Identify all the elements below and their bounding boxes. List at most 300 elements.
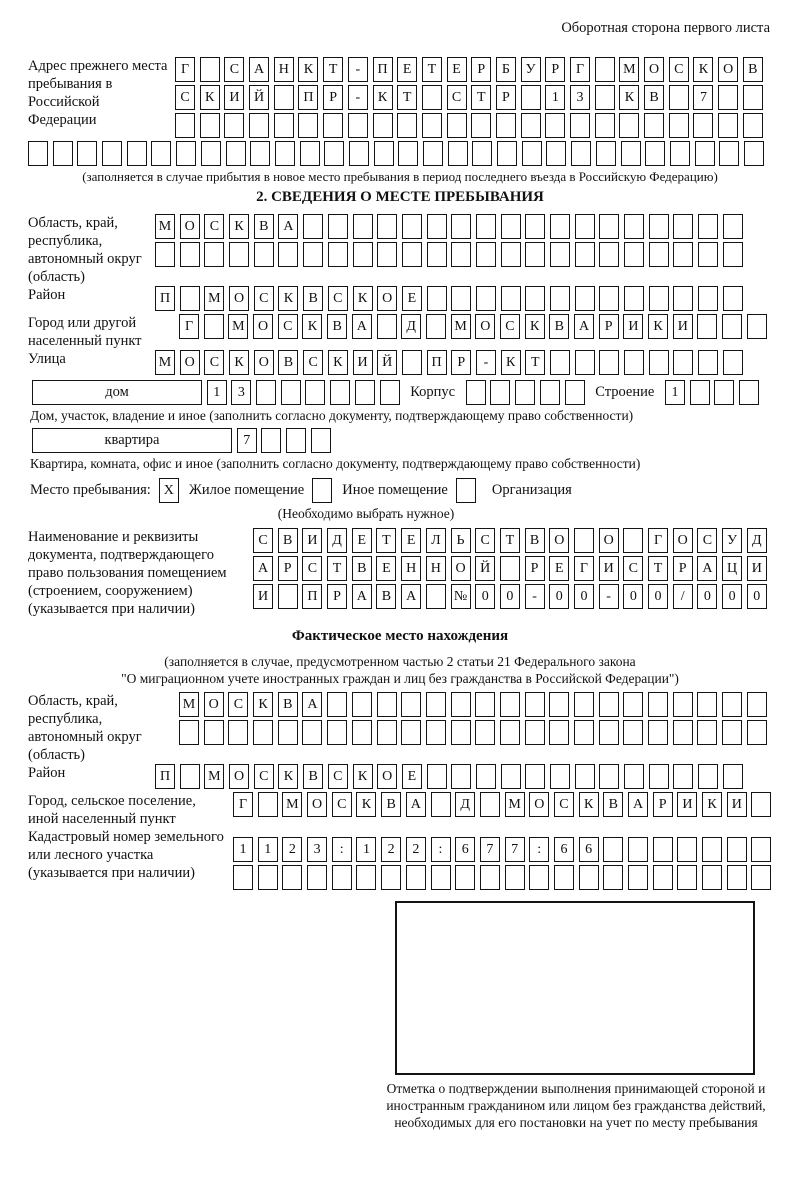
char-cell [693,113,713,138]
char-cell [377,720,397,745]
char-cell: Л [426,528,446,553]
factual-subtitle [28,653,772,687]
char-cell [229,242,249,267]
char-cell [380,380,400,405]
char-cell: 0 [500,584,520,609]
char-cell [476,214,496,239]
char-cell [624,242,644,267]
char-cell: 6 [579,837,599,862]
char-cell [698,350,718,375]
apartment-caption: Квартира, комната, офис и иное (заполнить согласно документу, подтверждающему право собственности) [30,456,641,471]
factual-oblast-label: Область, край, республика, автономный округ (область) [28,693,142,763]
cadastral-row-1 [233,837,771,862]
option-residential-label: Жилое помещение [188,482,305,498]
char-cell [579,865,599,890]
char-cell [722,692,742,717]
char-cell: Р [673,556,693,581]
stroenie-cells [665,380,759,405]
apartment-row [32,428,772,453]
char-cell [427,286,447,311]
page-side-note: Оборотная сторона первого листа [561,20,770,36]
char-cell: С [303,350,323,375]
char-cell [549,720,569,745]
char-cell [529,865,549,890]
char-cell [381,865,401,890]
char-cell: О [307,792,327,817]
char-cell [723,214,743,239]
char-cell: А [401,584,421,609]
char-cell: К [278,286,298,311]
char-cell [397,113,417,138]
char-cell [624,764,644,789]
char-cell [570,113,590,138]
checkbox-other-premises [312,478,332,503]
char-cell [254,242,274,267]
char-cell [619,113,639,138]
char-cell: 3 [231,380,251,405]
char-cell [303,242,323,267]
char-cell [422,113,442,138]
char-cell [204,720,224,745]
char-cell: Д [327,528,347,553]
char-cell [743,113,763,138]
char-cell: Т [500,528,520,553]
cadastral-field [28,828,772,893]
char-cell: К [200,85,220,110]
char-cell [475,720,495,745]
char-cell: И [673,314,693,339]
char-cell: В [525,528,545,553]
char-cell [698,764,718,789]
char-cell [599,720,619,745]
char-cell [673,692,693,717]
char-cell [426,692,446,717]
char-cell [151,141,171,166]
char-cell: С [623,556,643,581]
char-cell [743,85,763,110]
char-cell [451,286,471,311]
char-cell: 0 [475,584,495,609]
char-cell [719,141,739,166]
char-cell [623,692,643,717]
char-cell: 7 [480,837,500,862]
char-cell: - [348,57,368,82]
char-cell [525,720,545,745]
title-document-row-2 [253,556,767,581]
char-cell [673,242,693,267]
char-cell: О [254,350,274,375]
char-cell [200,113,220,138]
char-cell: 0 [648,584,668,609]
char-cell: К [501,350,521,375]
char-cell: В [303,764,323,789]
char-cell [496,113,516,138]
char-cell [348,113,368,138]
char-cell: С [302,556,322,581]
char-cell [427,764,447,789]
char-cell [653,837,673,862]
char-cell [176,141,196,166]
char-cell [727,837,747,862]
char-cell [599,286,619,311]
char-cell: Т [323,57,343,82]
char-cell [697,692,717,717]
char-cell: В [278,350,298,375]
char-cell [648,692,668,717]
char-cell [401,692,421,717]
prev-address-row-1 [175,57,763,82]
char-cell: Д [401,314,421,339]
char-cell [644,113,664,138]
char-cell: К [298,57,318,82]
char-cell: К [353,764,373,789]
char-cell [751,865,771,890]
char-cell [307,865,327,890]
factual-subtitle-line1: (заполняется в случае, предусмотренном частью 2 статьи 21 Федерального закона [164,654,636,669]
char-cell: С [254,764,274,789]
char-cell [377,214,397,239]
char-cell: Г [570,57,590,82]
raion-label: Район [28,287,66,303]
char-cell [455,865,475,890]
char-cell [623,528,643,553]
char-cell [476,242,496,267]
char-cell [599,350,619,375]
char-cell [204,314,224,339]
raion-row [155,286,743,311]
char-cell [525,692,545,717]
char-cell [599,214,619,239]
char-cell: К [373,85,393,110]
char-cell: М [282,792,302,817]
char-cell [353,242,373,267]
char-cell: И [224,85,244,110]
char-cell [599,242,619,267]
char-cell: В [381,792,401,817]
char-cell [497,141,517,166]
char-cell [201,141,221,166]
stroenie-label: Строение [595,384,655,400]
char-cell: 0 [722,584,742,609]
char-cell: Т [471,85,491,110]
char-cell [398,141,418,166]
factual-raion-field [28,764,772,792]
char-cell [628,865,648,890]
char-cell [698,286,718,311]
char-cell: Г [648,528,668,553]
char-cell [377,314,397,339]
char-cell: Й [249,85,269,110]
char-cell: Р [471,57,491,82]
char-cell [550,764,570,789]
char-cell [274,113,294,138]
prev-address-row-2 [175,85,763,110]
char-cell: Т [397,85,417,110]
char-cell [261,428,281,453]
char-cell [427,214,447,239]
char-cell: О [377,286,397,311]
char-cell: О [718,57,738,82]
char-cell: А [352,584,372,609]
char-cell: О [475,314,495,339]
char-cell: О [549,528,569,553]
char-cell: О [180,350,200,375]
char-cell [546,141,566,166]
char-cell [545,113,565,138]
gorod-label: Город или другой населенный пункт [28,315,142,349]
korpus-cells [466,380,585,405]
char-cell: О [180,214,200,239]
char-cell: 2 [282,837,302,862]
char-cell [525,764,545,789]
char-cell [402,242,422,267]
char-cell [102,141,122,166]
char-cell: К [619,85,639,110]
char-cell: 1 [207,380,227,405]
char-cell [718,85,738,110]
char-cell [258,792,278,817]
char-cell [278,242,298,267]
char-cell: О [451,556,471,581]
char-cell: Д [747,528,767,553]
char-cell: В [743,57,763,82]
char-cell [278,720,298,745]
char-cell: А [406,792,426,817]
char-cell: К [648,314,668,339]
char-cell [648,720,668,745]
char-cell [747,314,767,339]
char-cell: С [204,350,224,375]
char-cell: В [303,286,323,311]
char-cell [574,720,594,745]
char-cell: М [155,214,175,239]
char-cell: М [204,764,224,789]
char-cell: С [669,57,689,82]
char-cell [501,214,521,239]
factual-raion-label: Район [28,765,66,781]
char-cell [431,865,451,890]
char-cell: Р [653,792,673,817]
char-cell [525,242,545,267]
char-cell [697,314,717,339]
char-cell: К [353,286,373,311]
char-cell: Е [397,57,417,82]
char-cell [180,286,200,311]
char-cell: И [599,556,619,581]
char-cell [500,556,520,581]
char-cell: К [229,214,249,239]
char-cell [480,865,500,890]
char-cell: О [644,57,664,82]
char-cell: С [500,314,520,339]
oblast-row-2 [155,242,743,267]
char-cell [28,141,48,166]
title-document-row-3 [253,584,767,609]
char-cell [303,214,323,239]
char-cell [233,865,253,890]
char-cell: А [628,792,648,817]
char-cell [673,286,693,311]
char-cell [200,57,220,82]
char-cell [253,720,273,745]
char-cell: 0 [549,584,569,609]
char-cell [723,286,743,311]
char-cell [649,242,669,267]
char-cell: - [525,584,545,609]
char-cell [727,865,747,890]
char-cell [751,792,771,817]
char-cell [377,692,397,717]
char-cell: О [673,528,693,553]
char-cell: Т [422,57,442,82]
char-cell [302,720,322,745]
char-cell: М [204,286,224,311]
char-cell [327,720,347,745]
char-cell: О [204,692,224,717]
char-cell: О [229,286,249,311]
char-cell [550,242,570,267]
raion-field [28,286,772,314]
char-cell [624,286,644,311]
char-cell: Р [525,556,545,581]
char-cell: Г [574,556,594,581]
char-cell: Р [545,57,565,82]
char-cell: С [228,692,248,717]
char-cell [323,113,343,138]
factual-gorod-row [233,792,771,817]
confirmation-mark-box [395,901,755,1075]
char-cell: К [229,350,249,375]
char-cell: № [451,584,471,609]
char-cell: Т [376,528,396,553]
char-cell [695,141,715,166]
char-cell [423,141,443,166]
char-cell: А [352,314,372,339]
ulitsa-field [28,350,772,378]
char-cell: С [328,764,348,789]
char-cell [480,792,500,817]
char-cell: / [673,584,693,609]
char-cell: Е [401,528,421,553]
char-cell: 7 [693,85,713,110]
cadastral-label: Кадастровый номер земельного или лесного участка (указывается при наличии) [28,829,224,881]
char-cell [448,141,468,166]
char-cell [525,286,545,311]
prev-address-label: Адрес прежнего места пребывания в Российской Федерации [28,58,168,128]
char-cell: У [521,57,541,82]
char-cell [377,242,397,267]
char-cell: 2 [406,837,426,862]
char-cell: Р [278,556,298,581]
option-other-premises-label: Иное помещение [342,482,448,498]
char-cell [472,141,492,166]
char-cell [690,380,710,405]
char-cell [422,85,442,110]
prev-address-rows [175,57,763,141]
char-cell [451,692,471,717]
char-cell: 0 [623,584,643,609]
char-cell: П [373,57,393,82]
char-cell: А [278,214,298,239]
char-cell [669,85,689,110]
char-cell [476,286,496,311]
char-cell: С [278,314,298,339]
char-cell: 1 [545,85,565,110]
char-cell [595,57,615,82]
char-cell [401,720,421,745]
char-cell: П [302,584,322,609]
prev-address-caption: (заполняется в случае прибытия в новое место пребывания в период последнего въезда в Российскую Федерацию) [82,169,718,184]
house-row [32,380,772,405]
char-cell [599,692,619,717]
char-cell [550,350,570,375]
char-cell [698,214,718,239]
char-cell: М [505,792,525,817]
char-cell: С [332,792,352,817]
char-cell [649,214,669,239]
char-cell: Г [233,792,253,817]
gorod-field [28,314,772,350]
char-cell: Е [549,556,569,581]
char-cell [621,141,641,166]
char-cell: Й [475,556,495,581]
char-cell [373,113,393,138]
char-cell [574,692,594,717]
korpus-label: Корпус [410,384,456,400]
char-cell [466,380,486,405]
factual-oblast-field [28,692,772,764]
char-cell: А [302,692,322,717]
char-cell [670,141,690,166]
char-cell [747,720,767,745]
char-cell: О [599,528,619,553]
char-cell: П [298,85,318,110]
char-cell: 6 [554,837,574,862]
prev-address-row-4 [28,141,772,166]
char-cell: В [278,692,298,717]
char-cell: В [254,214,274,239]
char-cell: Г [179,314,199,339]
char-cell [525,214,545,239]
char-cell [697,720,717,745]
char-cell: 1 [258,837,278,862]
house-number-cells [207,380,400,405]
char-cell [180,764,200,789]
char-cell: А [574,314,594,339]
char-cell [490,380,510,405]
char-cell [521,113,541,138]
char-cell [471,113,491,138]
ulitsa-label: Улица [28,351,66,367]
char-cell [628,837,648,862]
char-cell [669,113,689,138]
char-cell [554,865,574,890]
char-cell [575,764,595,789]
char-cell [649,286,669,311]
char-cell [180,242,200,267]
char-cell: В [376,584,396,609]
char-cell: - [476,350,496,375]
char-cell: Н [401,556,421,581]
char-cell [515,380,535,405]
char-cell: И [727,792,747,817]
char-cell: 2 [381,837,401,862]
char-cell [77,141,97,166]
char-cell [305,380,325,405]
cadastral-row-2 [233,865,771,890]
char-cell: П [155,286,175,311]
char-cell [406,865,426,890]
